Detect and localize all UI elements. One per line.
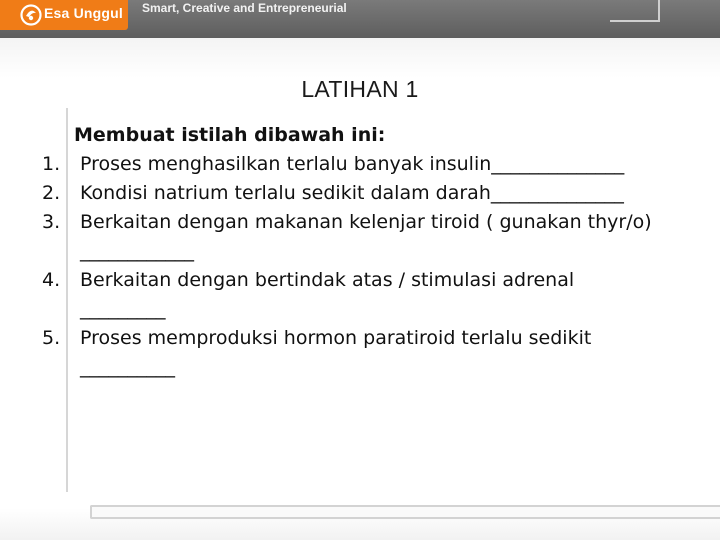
slide-title-text: LATIHAN 1 <box>301 76 419 102</box>
item-number: 4. <box>42 269 61 291</box>
item-blank: ____________ <box>80 240 194 262</box>
item-text: Kondisi natrium terlalu sedikit dalam darah______________ <box>80 182 624 204</box>
tagline: Smart, Creative and Entrepreneurial <box>142 1 347 15</box>
logo-icon <box>20 4 42 26</box>
list-item <box>40 150 680 179</box>
intro-text: Membuat istilah dibawah ini: <box>74 124 386 146</box>
item-text: Proses menghasilkan terlalu banyak insulin______________ <box>80 153 625 175</box>
slide-title <box>0 76 720 103</box>
item-text: Berkaitan dengan bertindak atas / stimulasi adrenal <box>80 269 575 291</box>
item-text: Proses memproduksi hormon paratiroid terlalu sedikit <box>80 327 592 349</box>
logo-text: Esa Unggul <box>44 5 124 21</box>
list-item <box>40 208 680 266</box>
list-item <box>40 324 680 382</box>
exercise-content <box>40 121 680 382</box>
item-number: 1. <box>42 153 61 175</box>
item-blank: _________ <box>80 298 166 320</box>
frame-bottom-bar <box>90 505 720 519</box>
list-item <box>40 179 680 208</box>
item-number: 3. <box>42 211 61 233</box>
logo <box>0 0 128 30</box>
item-text: Berkaitan dengan makanan kelenjar tiroid ( gunakan thyr/o) <box>80 211 652 233</box>
list-item <box>40 266 680 324</box>
item-number: 5. <box>42 327 61 349</box>
header-decoration <box>610 0 660 22</box>
header-bar <box>0 0 720 38</box>
item-blank: __________ <box>80 356 175 378</box>
item-number: 2. <box>42 182 61 204</box>
